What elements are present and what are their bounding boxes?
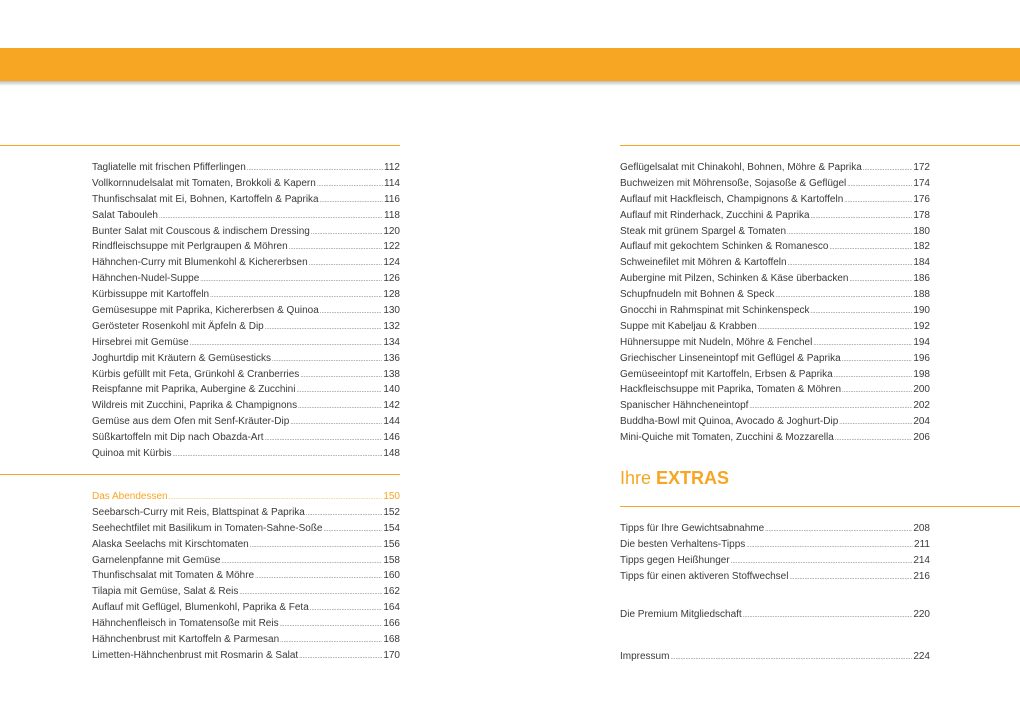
toc-entry[interactable] [620,224,930,240]
toc-entry-title: Garnelenpfanne mit Gemüse [92,554,221,566]
toc-entry-page: 184 [913,257,930,269]
toc-entry[interactable] [620,398,930,414]
toc-entry-title: Kürbis gefüllt mit Feta, Grünkohl & Cranberries [92,368,300,380]
toc-entry[interactable] [620,319,930,335]
toc-dot-leader [317,178,383,194]
toc-entry-page: 138 [383,368,400,380]
toc-entry-page: 190 [913,305,930,317]
toc-entry-title: Limetten-Hähnchenbrust mit Rosmarin & Salat [92,649,299,661]
toc-entry-page: 186 [913,273,930,285]
toc-entry[interactable] [620,607,930,623]
toc-dot-leader [320,305,383,321]
toc-entry-title: Auflauf mit Geflügel, Blumenkohl, Paprika & Feta [92,602,309,614]
toc-entry-title: Hackfleischsuppe mit Paprika, Tomaten & Möhren [620,384,842,396]
toc-entry-title: Buddha-Bowl mit Quinoa, Avocado & Joghurt-Dip [620,416,839,428]
toc-entry[interactable] [620,239,930,255]
toc-dot-leader [849,273,912,289]
toc-entry-title: Buchweizen mit Möhrensoße, Sojasoße & Geflügel [620,177,847,189]
toc-entry[interactable] [92,255,400,271]
toc-entry-page: 202 [913,400,930,412]
toc-dot-leader [829,241,912,257]
toc-entry-title: Hirsebrei mit Gemüse [92,336,189,348]
toc-dot-leader [842,353,913,369]
toc-dot-leader [847,178,912,194]
toc-entry[interactable] [92,537,400,553]
toc-entry-title: Tipps gegen Heißhunger [620,554,730,566]
toc-entry-page: 220 [913,609,930,620]
toc-entry-page: 180 [913,225,930,237]
toc-entry-title: Gemüseeintopf mit Kartoffeln, Erbsen & Paprika [620,368,833,380]
toc-entry[interactable] [92,208,400,224]
toc-entry-page: 211 [914,538,930,550]
left-middle-rule [0,474,400,475]
toc-entry-page: 112 [384,162,400,173]
toc-entry-page: 158 [383,554,400,566]
toc-entry[interactable] [92,648,400,664]
toc-entry-title: Aubergine mit Pilzen, Schinken & Käse überbacken [620,273,849,285]
toc-entry-title: Gemüsesuppe mit Paprika, Kichererbsen & Quinoa [92,305,319,317]
toc-dot-leader [670,651,912,667]
toc-entry-page: 114 [384,177,400,189]
toc-dot-leader [298,400,382,416]
toc-dot-leader [323,523,382,539]
toc-entry[interactable] [620,537,930,553]
toc-entry-page: 140 [383,384,400,396]
extras-heading [620,468,729,489]
toc-entry-page: 154 [383,522,400,534]
header-accent-bar [0,48,1020,81]
toc-entry-page: 166 [383,618,400,630]
toc-entry[interactable] [92,505,400,521]
toc-entry[interactable] [92,584,400,600]
toc-entry-page: 194 [913,336,930,348]
toc-entry[interactable] [620,208,930,224]
toc-entry-page: 164 [383,602,400,614]
toc-dot-leader [172,448,382,464]
toc-list-impressum [620,649,930,665]
toc-list-right-top [620,160,930,446]
toc-entry[interactable] [620,351,930,367]
toc-entry-title: Hähnchenfleisch in Tomatensoße mit Reis [92,618,279,630]
toc-entry[interactable] [92,239,400,255]
toc-entry-title: Gerösteter Rosenkohl mit Äpfeln & Dip [92,320,264,332]
toc-dot-leader [811,305,913,321]
toc-entry[interactable] [620,287,930,303]
toc-entry[interactable] [92,192,400,208]
toc-entry-page: 174 [913,177,930,189]
toc-dot-leader [296,384,382,400]
toc-entry-title: Auflauf mit Hackfleisch, Champignons & Kartoffeln [620,193,844,205]
toc-dot-leader [746,539,913,555]
toc-dot-leader [280,618,383,634]
toc-entry-page: 136 [383,352,400,364]
toc-entry[interactable] [92,398,400,414]
toc-entry[interactable] [92,521,400,537]
toc-entry[interactable] [92,414,400,430]
toc-entry[interactable] [92,600,400,616]
toc-entry-title: Hähnchen-Curry mit Blumenkohl & Kichererbsen [92,257,308,269]
toc-entry-title: Alaska Seelachs mit Kirschtomaten [92,538,249,550]
toc-entry-page: 146 [383,432,400,444]
toc-dot-leader [265,321,383,337]
toc-entry-title: Tipps für Ihre Gewichtsabnahme [620,523,765,534]
toc-entry[interactable] [620,367,930,383]
toc-entry[interactable] [92,367,400,383]
toc-entry[interactable] [620,649,930,665]
toc-entry-title: Thunfischsalat mit Tomaten & Möhre [92,570,255,582]
toc-entry-page: 132 [383,320,400,332]
toc-entry-title: Auflauf mit Rinderhack, Zucchini & Paprika [620,209,810,221]
toc-entry-page: 116 [384,193,400,205]
toc-entry-page: 204 [913,416,930,428]
toc-entry-title: Geflügelsalat mit Chinakohl, Bohnen, Möhre & Paprika [620,162,862,173]
extras-heading-lite: Ihre [620,468,657,488]
toc-entry[interactable] [620,430,930,446]
toc-entry[interactable] [620,192,930,208]
toc-entry-title: Gnocchi in Rahmspinat mit Schinkenspeck [620,305,810,317]
toc-dot-leader [311,226,382,242]
toc-dot-leader [290,416,382,432]
toc-entry-page: 160 [383,570,400,582]
toc-entry-title: Joghurtdip mit Kräutern & Gemüsesticks [92,352,271,364]
toc-entry-page: 178 [913,209,930,221]
toc-entry[interactable] [620,335,930,351]
toc-entry[interactable] [92,303,400,319]
toc-entry-title: Schweinefilet mit Möhren & Kartoffeln [620,257,787,269]
toc-entry[interactable] [92,446,400,462]
toc-dot-leader [743,609,913,625]
toc-entry[interactable] [92,351,400,367]
toc-entry-page: 176 [913,193,930,205]
toc-entry-title: Reispfanne mit Paprika, Aubergine & Zucchini [92,384,296,396]
toc-entry-title: Schupfnudeln mit Bohnen & Speck [620,289,775,301]
toc-entry-title: Die besten Verhaltens-Tipps [620,538,746,550]
toc-entry[interactable] [92,319,400,335]
toc-entry-title: Süßkartoffeln mit Dip nach Obazda-Art [92,432,264,444]
toc-entry[interactable] [92,271,400,287]
toc-entry-page: 206 [913,432,930,444]
toc-entry-title: Griechischer Linseneintopf mit Geflügel & Paprika [620,352,841,364]
toc-entry-page: 118 [384,209,400,221]
toc-entry-title: Quinoa mit Kürbis [92,448,172,460]
toc-entry-title: Steak mit grünem Spargel & Tomaten [620,225,787,237]
extras-rule [620,506,1020,507]
toc-entry-page: 144 [383,416,400,428]
toc-entry-page: 168 [383,634,400,646]
toc-entry-page: 150 [383,491,400,502]
toc-entry-page: 134 [383,336,400,348]
toc-entry-page: 124 [383,257,400,269]
toc-entry-page: 188 [913,289,930,301]
toc-entry[interactable] [620,271,930,287]
toc-entry[interactable] [92,160,400,176]
toc-entry[interactable] [92,489,400,505]
toc-entry-page: 200 [913,384,930,396]
toc-entry[interactable] [92,176,400,192]
toc-entry-page: 196 [913,352,930,364]
toc-entry[interactable] [92,224,400,240]
toc-dot-leader [299,650,382,666]
toc-dot-leader [839,416,912,432]
toc-entry-page: 156 [383,538,400,550]
toc-entry[interactable] [92,382,400,398]
toc-entry-page: 126 [383,273,400,285]
toc-entry[interactable] [92,553,400,569]
toc-dot-leader [265,432,383,448]
toc-entry-title: Mini-Quiche mit Tomaten, Zucchini & Mozzarella [620,432,834,444]
toc-entry-title: Hähnchen-Nudel-Suppe [92,273,200,285]
toc-entry-page: 152 [383,506,400,518]
toc-list-left-top [92,160,400,462]
toc-entry-title: Suppe mit Kabeljau & Krabben [620,320,757,332]
toc-entry-page: 170 [383,649,400,661]
header-bar-shadow [0,81,1020,86]
toc-entry[interactable] [620,553,930,569]
toc-entry[interactable] [620,414,930,430]
toc-entry-title: Tilapia mit Gemüse, Salat & Reis [92,586,239,598]
toc-entry-title: Seebarsch-Curry mit Reis, Blattspinat & Paprika [92,506,305,518]
toc-entry-page: 148 [383,448,400,460]
toc-entry[interactable] [620,569,930,585]
toc-dot-leader [255,570,382,586]
toc-dot-leader [863,162,913,178]
left-top-rule [0,145,400,146]
toc-dot-leader [765,523,912,539]
toc-entry-title: Seehechtfilet mit Basilikum in Tomaten-Sahne-Soße [92,522,323,534]
toc-entry-title: Impressum [620,651,670,662]
toc-dot-leader [250,539,383,555]
toc-entry-page: 198 [913,368,930,380]
toc-list-premium [620,607,930,623]
toc-entry-title: Das Abendessen [92,491,168,502]
toc-entry-page: 172 [913,162,930,173]
toc-entry-page: 182 [913,241,930,253]
toc-entry-title: Hühnersuppe mit Nudeln, Möhre & Fenchel [620,336,813,348]
toc-entry-page: 122 [383,241,400,253]
toc-dot-leader [310,602,383,618]
toc-entry[interactable] [92,616,400,632]
toc-entry-title: Gemüse aus dem Ofen mit Senf-Kräuter-Dip [92,416,290,428]
toc-entry[interactable] [92,430,400,446]
toc-entry[interactable] [620,382,930,398]
toc-dot-leader [789,571,912,587]
toc-entry[interactable] [620,303,930,319]
toc-entry-page: 120 [383,225,400,237]
toc-entry-title: Wildreis mit Zucchini, Paprika & Champignons [92,400,298,412]
toc-entry-title: Tipps für einen aktiveren Stoffwechsel [620,570,789,582]
toc-dot-leader [844,194,912,210]
toc-entry-page: 142 [383,400,400,412]
extras-heading-bold: EXTRAS [656,468,730,488]
toc-dot-leader [842,384,912,400]
toc-entry-title: Kürbissuppe mit Kartoffeln [92,289,210,301]
toc-entry-title: Die Premium Mitgliedschaft [620,609,742,620]
toc-entry-title: Bunter Salat mit Couscous & indischem Dressing [92,225,310,237]
toc-dot-leader [320,194,383,210]
toc-entry-title: Thunfischsalat mit Ei, Bohnen, Kartoffeln & Paprika [92,193,319,205]
toc-entry[interactable] [620,255,930,271]
toc-dot-leader [834,369,913,385]
toc-dot-leader [300,369,382,385]
toc-entry[interactable] [620,521,930,537]
toc-dot-leader [811,210,913,226]
toc-entry-page: 162 [383,586,400,598]
toc-entry[interactable] [620,160,930,176]
toc-entry-page: 208 [913,523,930,534]
toc-list-left-bottom [92,489,400,664]
toc-entry-page: 216 [913,570,930,582]
toc-entry-title: Salat Tabouleh [92,209,158,221]
toc-entry-title: Spanischer Hähncheneintopf [620,400,749,412]
toc-entry[interactable] [92,568,400,584]
toc-entry-page: 128 [383,289,400,301]
toc-entry[interactable] [620,176,930,192]
toc-entry[interactable] [92,287,400,303]
toc-dot-leader [835,432,913,448]
toc-entry-title: Rindfleischsuppe mit Perlgraupen & Möhren [92,241,288,253]
toc-dot-leader [200,273,382,289]
right-top-rule [620,145,1020,146]
toc-entry-page: 224 [913,651,930,662]
toc-entry[interactable] [92,335,400,351]
toc-entry[interactable] [92,632,400,648]
toc-entry-title: Hähnchenbrust mit Kartoffeln & Parmesan [92,634,280,646]
toc-list-extras [620,521,930,585]
toc-entry-page: 214 [913,554,930,566]
toc-entry-page: 192 [913,320,930,332]
toc-entry-title: Auflauf mit gekochtem Schinken & Romanesco [620,241,829,253]
toc-entry-title: Vollkornnudelsalat mit Tomaten, Brokkoli & Kapern [92,177,316,189]
toc-entry-title: Tagliatelle mit frischen Pfifferlingen [92,162,246,173]
toc-entry-page: 130 [383,305,400,317]
toc-dot-leader [309,257,383,273]
